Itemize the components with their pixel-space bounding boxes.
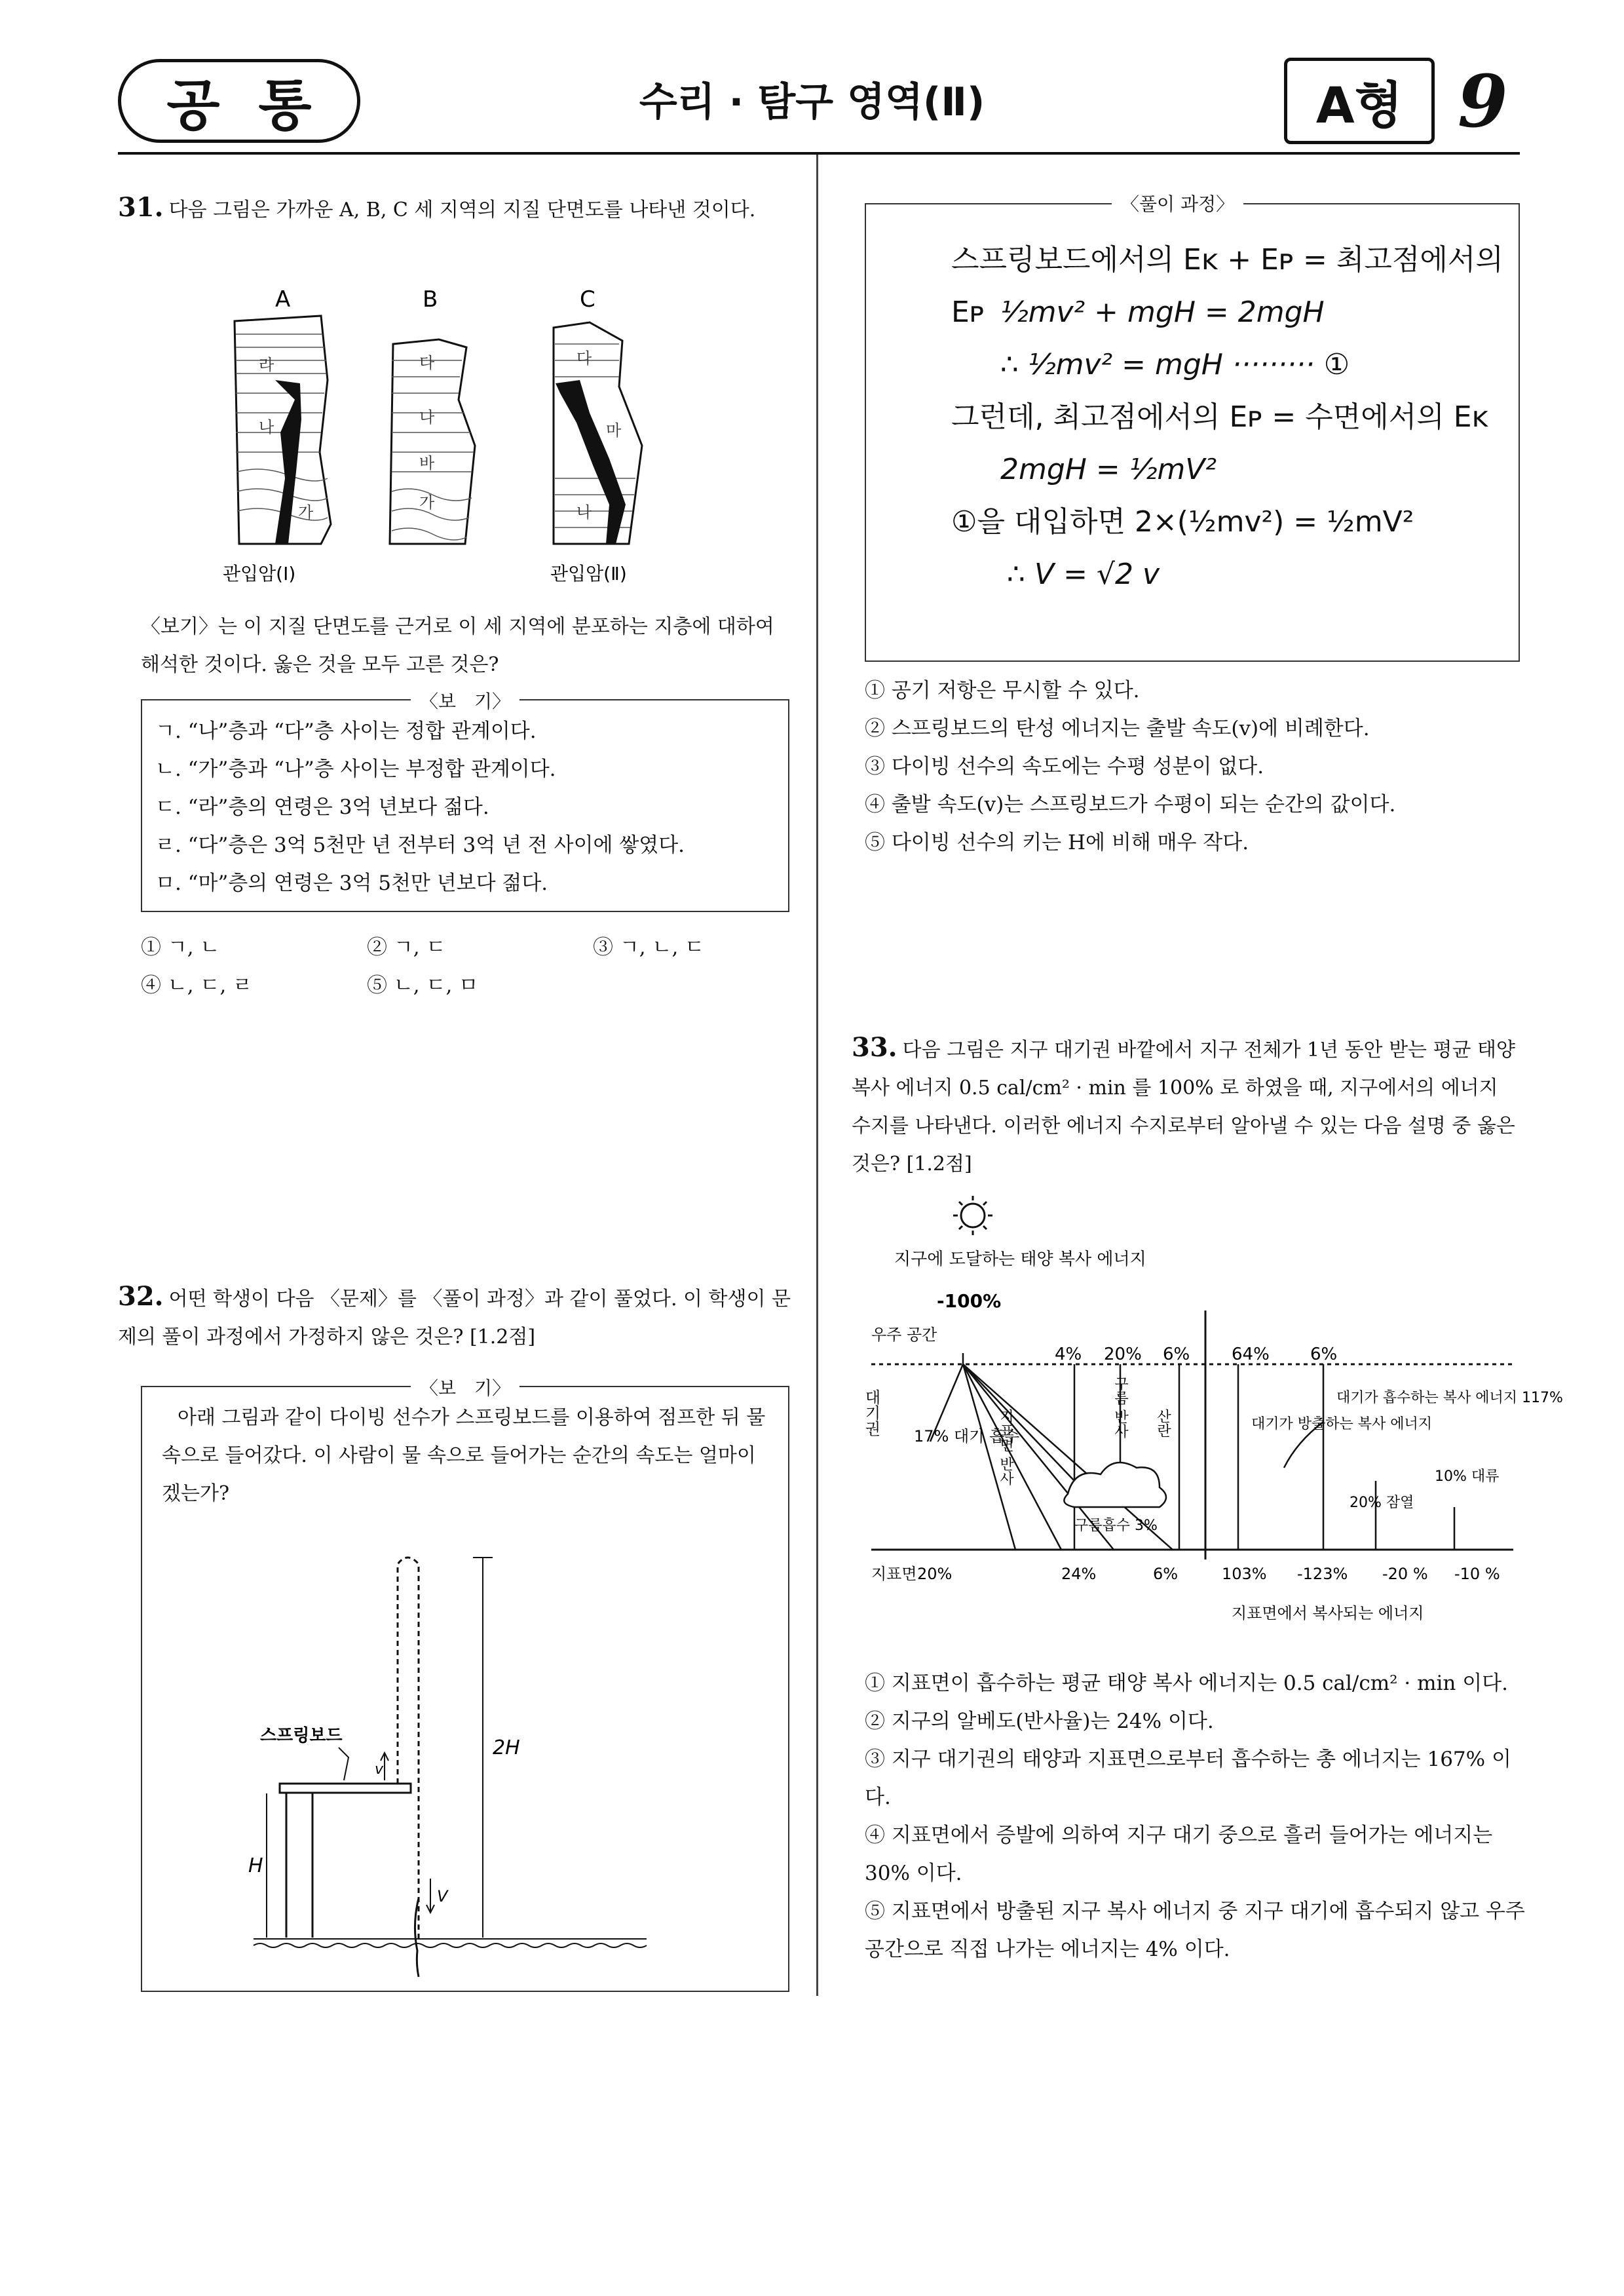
q31-choice-5[interactable]: ⑤ ㄴ, ㄷ, ㅁ: [367, 974, 479, 997]
q33-choice-3[interactable]: ③ 지구 대기권의 태양과 지표면으로부터 흡수하는 총 에너지는 167% 이다.: [865, 1748, 1511, 1809]
q31-stem: [118, 189, 793, 229]
q33-choice-4[interactable]: ④ 지표면에서 증발에 의하여 지구 대기 중으로 흘러 들어가는 에너지는 30% 이다.: [865, 1824, 1493, 1885]
label-C: C: [580, 286, 595, 313]
q31-number: 31.: [118, 192, 164, 223]
q32-problem-box: [141, 1377, 789, 1992]
q32-choice-4[interactable]: ④ 출발 속도(v)는 스프링보드가 수평이 되는 순간의 값이다.: [865, 793, 1396, 816]
q33-stem-text: 다음 그림은 지구 대기권 바깥에서 지구 전체가 1년 동안 받는 평균 태양 복사 에너지 0.5 cal/cm² · min 를 100% 로 하였을 때, 지구에서의 에너지 수지를 나타낸다. 이러한 에너지 수지로부터 알아낼 수 있는 다음 설명 중 옳은 것은? [1.2점]: [852, 1039, 1516, 1176]
cloud-absorb-label: 구름흡수 3%: [1074, 1518, 1158, 1534]
bottom-value-2: 24%: [1061, 1565, 1097, 1583]
surface-label: 지표면: [871, 1565, 917, 1583]
label-A: A: [275, 286, 291, 313]
space-label: 우주 공간: [871, 1326, 937, 1344]
q31-statement-3: ㄷ. “라”층의 연령은 3억 년보다 젊다.: [155, 795, 489, 819]
q31-statement-5: ㅁ. “마”층의 연령은 3억 5천만 년보다 젊다.: [155, 871, 548, 895]
label-2H: 2H: [493, 1736, 520, 1759]
q33-choice-1[interactable]: ① 지표면이 흡수하는 평균 태양 복사 에너지는 0.5 cal/cm² · min 이다.: [865, 1672, 1508, 1695]
q31-geology-figure: [223, 282, 747, 590]
top-value-1: 4%: [1055, 1345, 1082, 1364]
atm-absorb-label: 17% 대기 흡수: [914, 1427, 1020, 1445]
bottom-value-4: 103%: [1222, 1565, 1267, 1583]
bottom-value-6: -20 %: [1382, 1565, 1428, 1583]
q31-choice-4[interactable]: ④ ㄴ, ㄷ, ㄹ: [141, 974, 253, 997]
q32-solution-label: 〈풀이 과정〉: [1112, 190, 1243, 216]
sun-icon: [953, 1196, 992, 1235]
label-B: B: [423, 286, 438, 313]
solution-line-1: 스프링보드에서의 Eĸ + Eᴘ = 최고점에서의 Eᴘ: [951, 243, 1503, 329]
caption-intrusion-2: 관입암(Ⅱ): [550, 563, 627, 584]
subject-char-2: 통: [258, 73, 312, 138]
label-v: v: [375, 1761, 384, 1778]
cloud-icon: [1064, 1463, 1166, 1507]
solution-line-2: ½mv² + mgH = 2mgH: [1000, 296, 1325, 329]
q32-number: 32.: [118, 1281, 164, 1312]
q32-diving-figure: [240, 1531, 699, 1977]
q32-choice-1[interactable]: ① 공기 저항은 무시할 수 있다.: [865, 679, 1140, 702]
layer-label-C1: 다: [576, 349, 592, 368]
column-A: [235, 316, 331, 544]
top-value-4: 64%: [1232, 1345, 1270, 1364]
subject-char-1: 공: [166, 73, 220, 138]
header-divider: [118, 152, 1520, 155]
layer-label-C2: 마: [606, 421, 622, 440]
atm-emit-label: 대기가 방출하는 복사 에너지: [1251, 1416, 1433, 1432]
top-value-3: 6%: [1163, 1345, 1190, 1364]
q32-stem-text: 어떤 학생이 다음 〈문제〉를 〈풀이 과정〉과 같이 풀었다. 이 학생이 문제의 풀이 과정에서 가정하지 않은 것은? [1.2점]: [118, 1288, 791, 1349]
bottom-value-3: 6%: [1153, 1565, 1179, 1583]
q33-stem: [852, 1029, 1523, 1183]
q31-statement-1: ㄱ. “나”층과 “다”층 사이는 정합 관계이다.: [155, 719, 537, 743]
column-divider: [816, 155, 818, 1996]
q32-stem: [118, 1278, 793, 1356]
q33-number: 33.: [852, 1032, 897, 1063]
q31-statement-4: ㄹ. “다”층은 3억 5천만 년 전부터 3억 년 전 사이에 쌓였다.: [155, 833, 685, 857]
bottom-value-7: -10 %: [1454, 1565, 1500, 1583]
springboard: [280, 1784, 411, 1793]
layer-label-A3: 가: [298, 503, 314, 522]
solution-line-5: 2mgH = ½mV²: [1000, 453, 1217, 486]
label-H: H: [248, 1854, 263, 1877]
page-number: 9: [1458, 59, 1508, 144]
q31-statement-2: ㄴ. “가”층과 “나”층 사이는 부정합 관계이다.: [155, 757, 556, 781]
q32-solution-box: [865, 193, 1520, 662]
incoming-value: -100%: [937, 1290, 1002, 1312]
q32-choice-2[interactable]: ② 스프링보드의 탄성 에너지는 출발 속도(v)에 비례한다.: [865, 717, 1370, 740]
q31-choice-2[interactable]: ② ㄱ, ㄷ: [367, 936, 446, 959]
solution-line-6: ①을 대입하면 2×(½mv²) = ½mV²: [951, 505, 1414, 539]
springboard-label: 스프링보드: [260, 1726, 343, 1746]
layer-label-C3: 나: [576, 503, 592, 522]
latent-heat-label: 20% 잠열: [1350, 1495, 1414, 1511]
top-value-2: 20%: [1104, 1345, 1142, 1364]
layer-label-A2: 나: [259, 418, 274, 436]
q32-problem-label: 〈보 기〉: [411, 1374, 519, 1400]
q31-bogi-box: [141, 691, 789, 912]
column-B: [390, 339, 475, 544]
bottom-value-1: 20%: [917, 1565, 953, 1583]
layer-label-A1: 라: [259, 356, 274, 374]
caption-intrusion-1: 관입암(Ⅰ): [223, 563, 296, 584]
q31-choice-1[interactable]: ① ㄱ, ㄴ: [141, 936, 220, 959]
incoming-label: 지구에 도달하는 태양 복사 에너지: [894, 1250, 1146, 1269]
exam-type-box: A형: [1284, 58, 1435, 144]
layer-label-B3: 바: [419, 454, 435, 472]
cloud-reflect-label: 구름 반사: [1112, 1376, 1129, 1438]
q31-choice-3[interactable]: ③ ㄱ, ㄴ, ㄷ: [593, 936, 705, 959]
q31-bogi-label: 〈보 기〉: [411, 687, 519, 714]
convection-label: 10% 대류: [1435, 1468, 1500, 1485]
q31-stem-text: 다음 그림은 가까운 A, B, C 세 지역의 지질 단면도를 나타낸 것이다.: [168, 199, 756, 221]
solution-line-4: 그런데, 최고점에서의 Eᴘ = 수면에서의 Eĸ: [951, 400, 1488, 434]
q31-instruction: 〈보기〉는 이 지질 단면도를 근거로 이 세 지역에 분포하는 지층에 대하여 해석한 것이다. 옳은 것을 모두 고른 것은?: [141, 615, 774, 676]
q33-choice-5[interactable]: ⑤ 지표면에서 방출된 지구 복사 에너지 중 지구 대기에 흡수되지 않고 우주 공간으로 직접 나가는 에너지는 4% 이다.: [865, 1900, 1525, 1961]
scatter-label: 산란: [1154, 1409, 1171, 1438]
layer-label-B2: 나: [419, 408, 435, 427]
q32-choice-3[interactable]: ③ 다이빙 선수의 속도에는 수평 성분이 없다.: [865, 755, 1264, 778]
page-title: 수리 · 탐구 영역(Ⅱ): [639, 79, 985, 125]
solution-line-7: ∴ V = √2 v: [1007, 558, 1160, 591]
atmosphere-label: 대기권: [862, 1389, 880, 1436]
atm-absorbed-total-label: 대기가 흡수하는 복사 에너지 117%: [1336, 1390, 1563, 1406]
column-C: [554, 322, 642, 544]
label-V: V: [437, 1887, 448, 1905]
layer-label-B4: 가: [419, 493, 435, 512]
top-value-5: 6%: [1310, 1345, 1338, 1364]
q33-choice-2[interactable]: ② 지구의 알베도(반사율)는 24% 이다.: [865, 1710, 1214, 1733]
q32-choice-5[interactable]: ⑤ 다이빙 선수의 키는 H에 비해 매우 작다.: [865, 831, 1249, 854]
bottom-value-5: -123%: [1297, 1565, 1348, 1583]
q32-problem-text: 아래 그림과 같이 다이빙 선수가 스프링보드를 이용하여 점프한 뒤 물 속으로 들어갔다. 이 사람이 물 속으로 들어가는 순간의 속도는 얼마이겠는가?: [162, 1406, 766, 1505]
solution-line-3: ∴ ½mv² = mgH ········· ①: [1000, 348, 1350, 381]
surface-reflect-label: 지표면 반사: [997, 1409, 1014, 1485]
layer-label-B1: 다: [419, 354, 435, 372]
q33-energy-budget-figure: [862, 1193, 1563, 1651]
surface-emit-label: 지표면에서 복사되는 에너지: [1232, 1604, 1424, 1622]
